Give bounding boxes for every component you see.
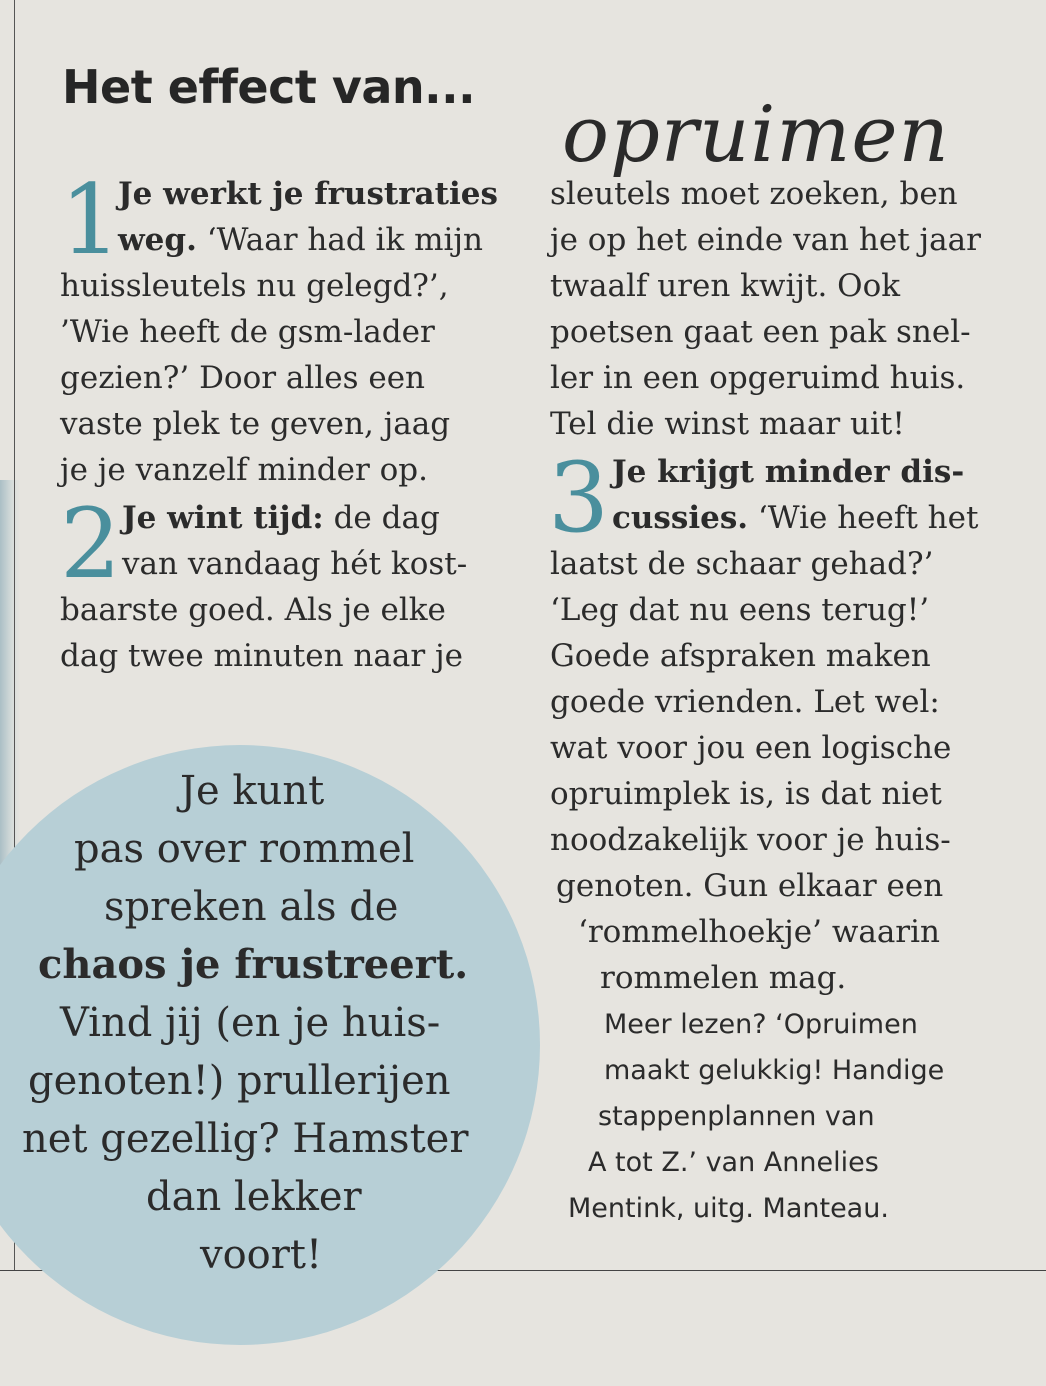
- point-3-line-5: Goede afspraken maken: [550, 638, 931, 674]
- point-2-line-4: dag twee minuten naar je: [60, 638, 463, 674]
- credit-line-2: maakt gelukkig! Handige: [604, 1055, 945, 1086]
- col2-line-5: ler in een opgeruimd huis.: [550, 360, 966, 396]
- point-1-line-4: ’Wie heeft de gsm-lader: [60, 314, 435, 350]
- point-3-line-11: ‘rommelhoekje’ waarin: [578, 914, 941, 950]
- point-1-line-3: huissleutels nu gelegd?’,: [60, 268, 449, 304]
- point-number-3: 3: [548, 442, 610, 554]
- quote-line-1: Je kunt: [180, 768, 325, 814]
- point-1-line-5: gezien?’ Door alles een: [60, 360, 426, 396]
- point-3-lead-end: cussies.: [612, 500, 749, 536]
- point-3-line-4: ‘Leg dat nu eens terug!’: [550, 592, 930, 628]
- point-3-line-2: [612, 495, 978, 541]
- col2-line-1: sleutels moet zoeken, ben: [550, 176, 958, 212]
- point-1-line-7: je je vanzelf minder op.: [60, 452, 429, 488]
- col2-line-2: je op het einde van het jaar: [550, 222, 981, 258]
- point-3-text: ‘Wie heeft het: [748, 500, 979, 536]
- title-script: opruimen: [562, 90, 950, 180]
- point-3-line-9: noodzakelijk voor je huis-: [550, 822, 951, 858]
- point-3-line-10: genoten. Gun elkaar een: [556, 868, 944, 904]
- point-3-line-7: wat voor jou een logische: [550, 730, 952, 766]
- point-2-text: de dag: [323, 500, 440, 536]
- col2-line-6: Tel die winst maar uit!: [550, 406, 905, 442]
- point-1-line-2: [118, 217, 483, 263]
- quote-emphasis: chaos je frustreert.: [38, 941, 469, 988]
- point-3-line-6: goede vrienden. Let wel:: [550, 684, 940, 720]
- article-title: [62, 60, 950, 180]
- quote-line-4: [38, 942, 468, 988]
- point-3-line-8: opruimplek is, is dat niet: [550, 776, 942, 812]
- quote-line-5: Vind jij (en je huis-: [60, 1000, 441, 1046]
- point-1-lead: Je werkt je frustraties: [118, 176, 498, 212]
- quote-line-7: net gezellig? Hamster: [22, 1116, 469, 1162]
- point-number-2: 2: [60, 488, 122, 600]
- credit-line-5: Mentink, uitg. Manteau.: [568, 1193, 889, 1224]
- point-3-line-3: laatst de schaar gehad?’: [550, 546, 934, 582]
- col2-line-4: poetsen gaat een pak snel-: [550, 314, 971, 350]
- credit-line-4: A tot Z.’ van Annelies: [588, 1147, 879, 1178]
- point-3-line-12: rommelen mag.: [600, 960, 847, 996]
- title-main: Het effect van...: [62, 60, 476, 114]
- quote-line-9: voort!: [200, 1232, 323, 1278]
- point-1-line-1: [118, 171, 498, 217]
- col2-line-3: twaalf uren kwijt. Ook: [550, 268, 901, 304]
- point-2-line-1: [122, 495, 440, 541]
- point-2-line-2: van vandaag hét kost-: [122, 546, 468, 582]
- point-2-lead: Je wint tijd:: [122, 500, 324, 536]
- point-1-line-6: vaste plek te geven, jaag: [60, 406, 451, 442]
- credit-line-1: Meer lezen? ‘Opruimen: [604, 1009, 918, 1040]
- quote-line-3: spreken als de: [104, 884, 399, 930]
- point-2-line-3: baarste goed. Als je elke: [60, 592, 446, 628]
- point-3-line-1: [612, 449, 964, 495]
- quote-line-2: pas over rommel: [74, 826, 415, 872]
- credit-line-3: stappenplannen van: [598, 1101, 875, 1132]
- point-1-lead-end: weg.: [118, 222, 197, 258]
- point-number-1: 1: [60, 164, 122, 276]
- point-1-text: ‘Waar had ik mijn: [196, 222, 483, 258]
- quote-line-6: genoten!) prullerijen: [28, 1058, 451, 1104]
- quote-line-8: dan lekker: [146, 1174, 362, 1220]
- point-3-lead: Je krijgt minder dis-: [612, 454, 965, 490]
